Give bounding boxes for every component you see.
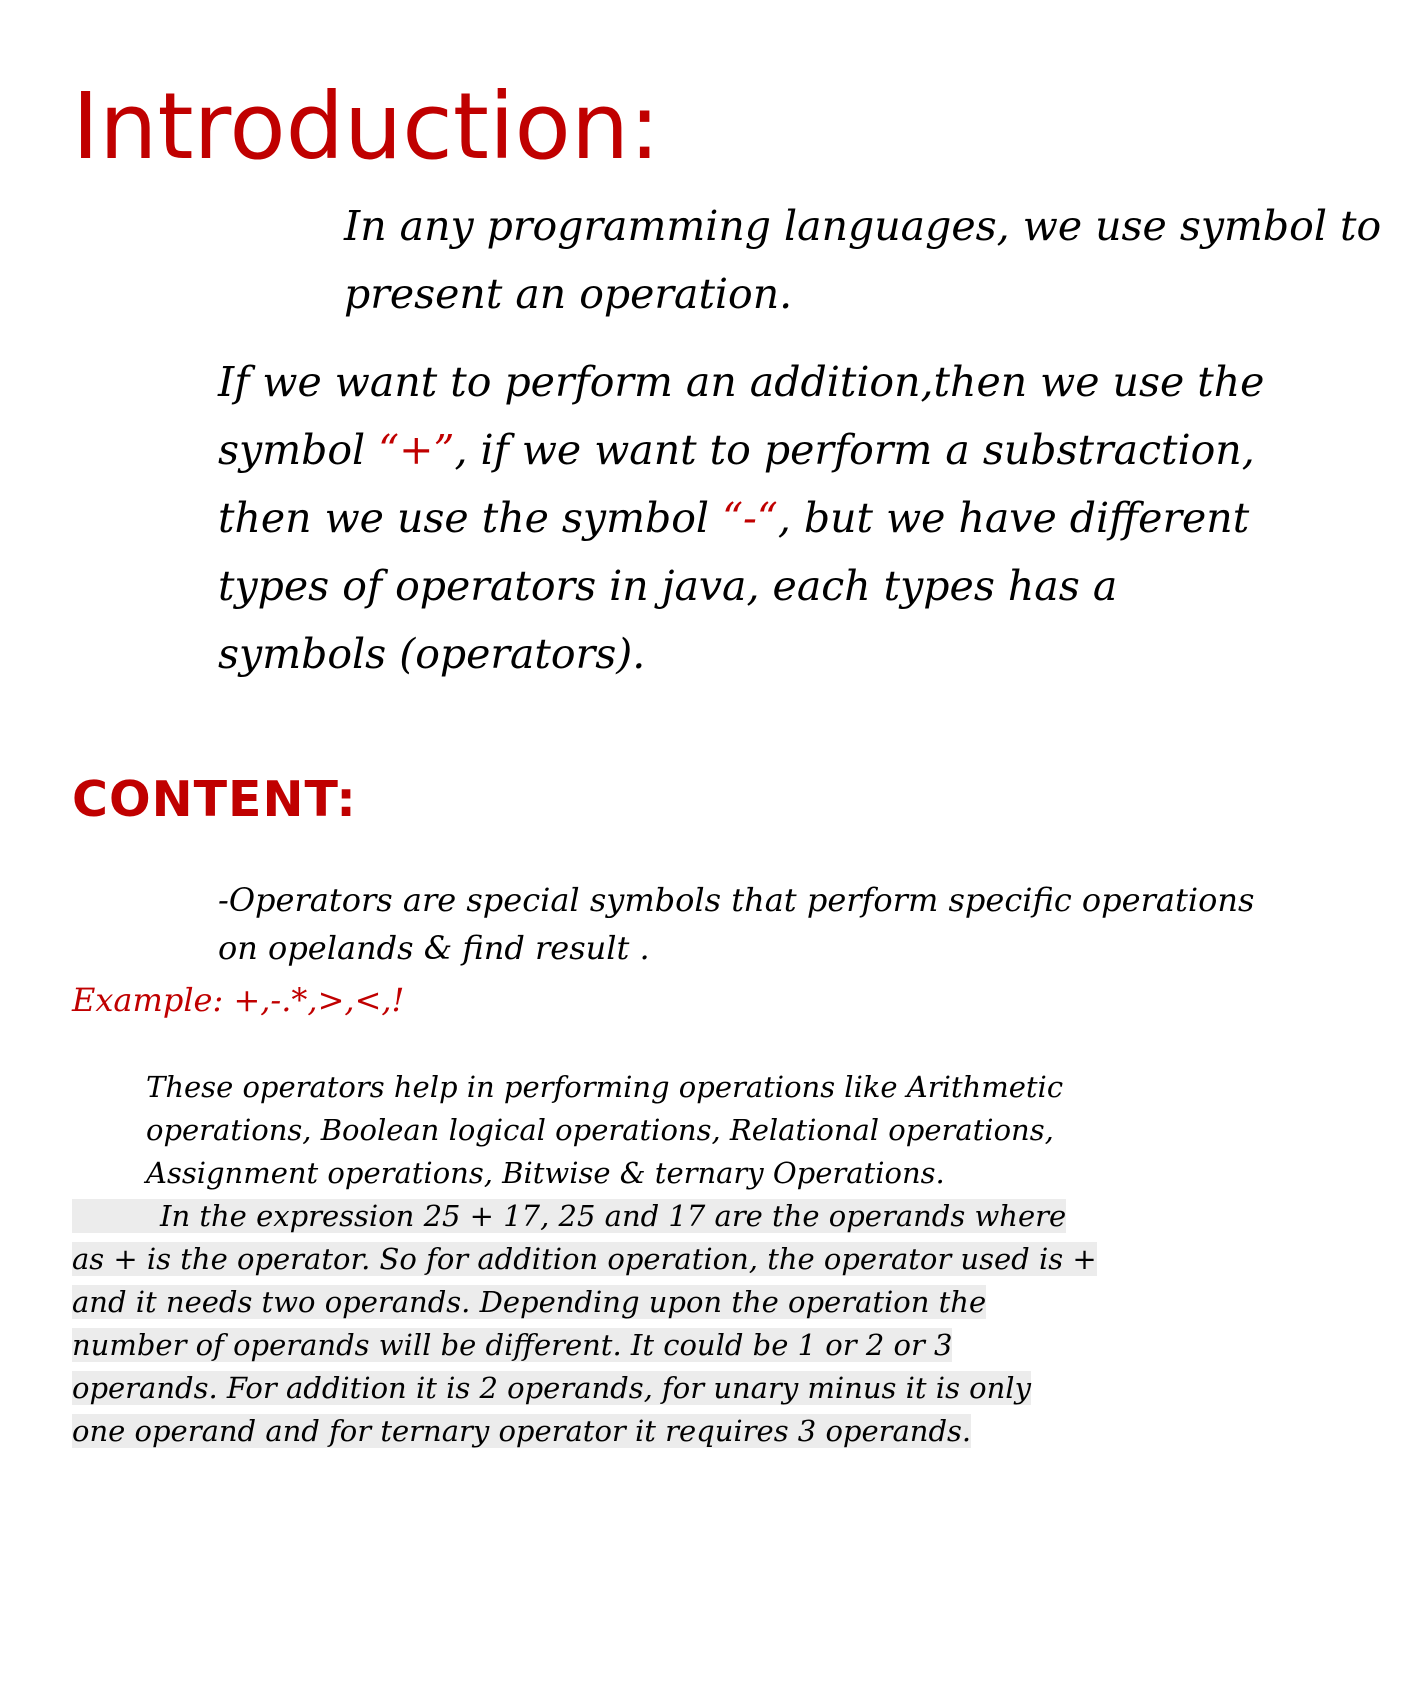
minus-symbol: “-“ bbox=[722, 494, 778, 542]
highlighted-operands-paragraph bbox=[72, 1195, 1152, 1453]
highlighted-line-text: In the expression 25 + 17, 25 and 17 are the operands where bbox=[72, 1199, 1066, 1233]
highlighted-line bbox=[72, 1367, 1152, 1410]
operators-example: Example: +,-.*,>,<,! bbox=[72, 981, 405, 1019]
highlighted-line-text: as + is the operator. So for addition operation, the operator used is + bbox=[72, 1242, 1097, 1276]
highlighted-line-text: number of operands will be different. It could be 1 or 2 or 3 bbox=[72, 1328, 953, 1362]
operator-types-paragraph: These operators help in performing operations like Arithmetic operations, Boolean logical operations, Relational operations, Assignment operations, Bitwise & ternary Operations. bbox=[146, 1070, 1064, 1190]
intro-paragraph-2-text-a: If we want to perform an addition,then we use the symbol bbox=[218, 358, 1265, 474]
intro-paragraph-2-text-b: , if we want to perform a substraction, then we use the symbol bbox=[218, 426, 1255, 542]
highlighted-line bbox=[72, 1410, 1152, 1453]
highlighted-line-text: operands. For addition it is 2 operands, for unary minus it is only bbox=[72, 1371, 1031, 1405]
intro-paragraph-2 bbox=[72, 348, 1288, 688]
intro-paragraph-1: In any programming languages, we use symbol to present an operation. bbox=[344, 202, 1382, 318]
intro-paragraph-2-text-c: , but we have different types of operators in java, each types has a symbols (operators). bbox=[218, 494, 1250, 678]
highlighted-line bbox=[72, 1195, 1152, 1238]
introduction-heading: Introduction: bbox=[72, 73, 661, 180]
operators-definition: -Operators are special symbols that perform specific operations on opelands & find result . bbox=[218, 881, 1255, 967]
highlighted-line bbox=[72, 1281, 1152, 1324]
plus-symbol: “+” bbox=[378, 426, 455, 474]
highlighted-line bbox=[72, 1324, 1152, 1367]
highlighted-line-text: one operand and for ternary operator it requires 3 operands. bbox=[72, 1414, 972, 1448]
content-heading: CONTENT: bbox=[72, 771, 357, 828]
highlighted-line bbox=[72, 1238, 1152, 1281]
highlighted-line-text: and it needs two operands. Depending upon the operation the bbox=[72, 1285, 987, 1319]
